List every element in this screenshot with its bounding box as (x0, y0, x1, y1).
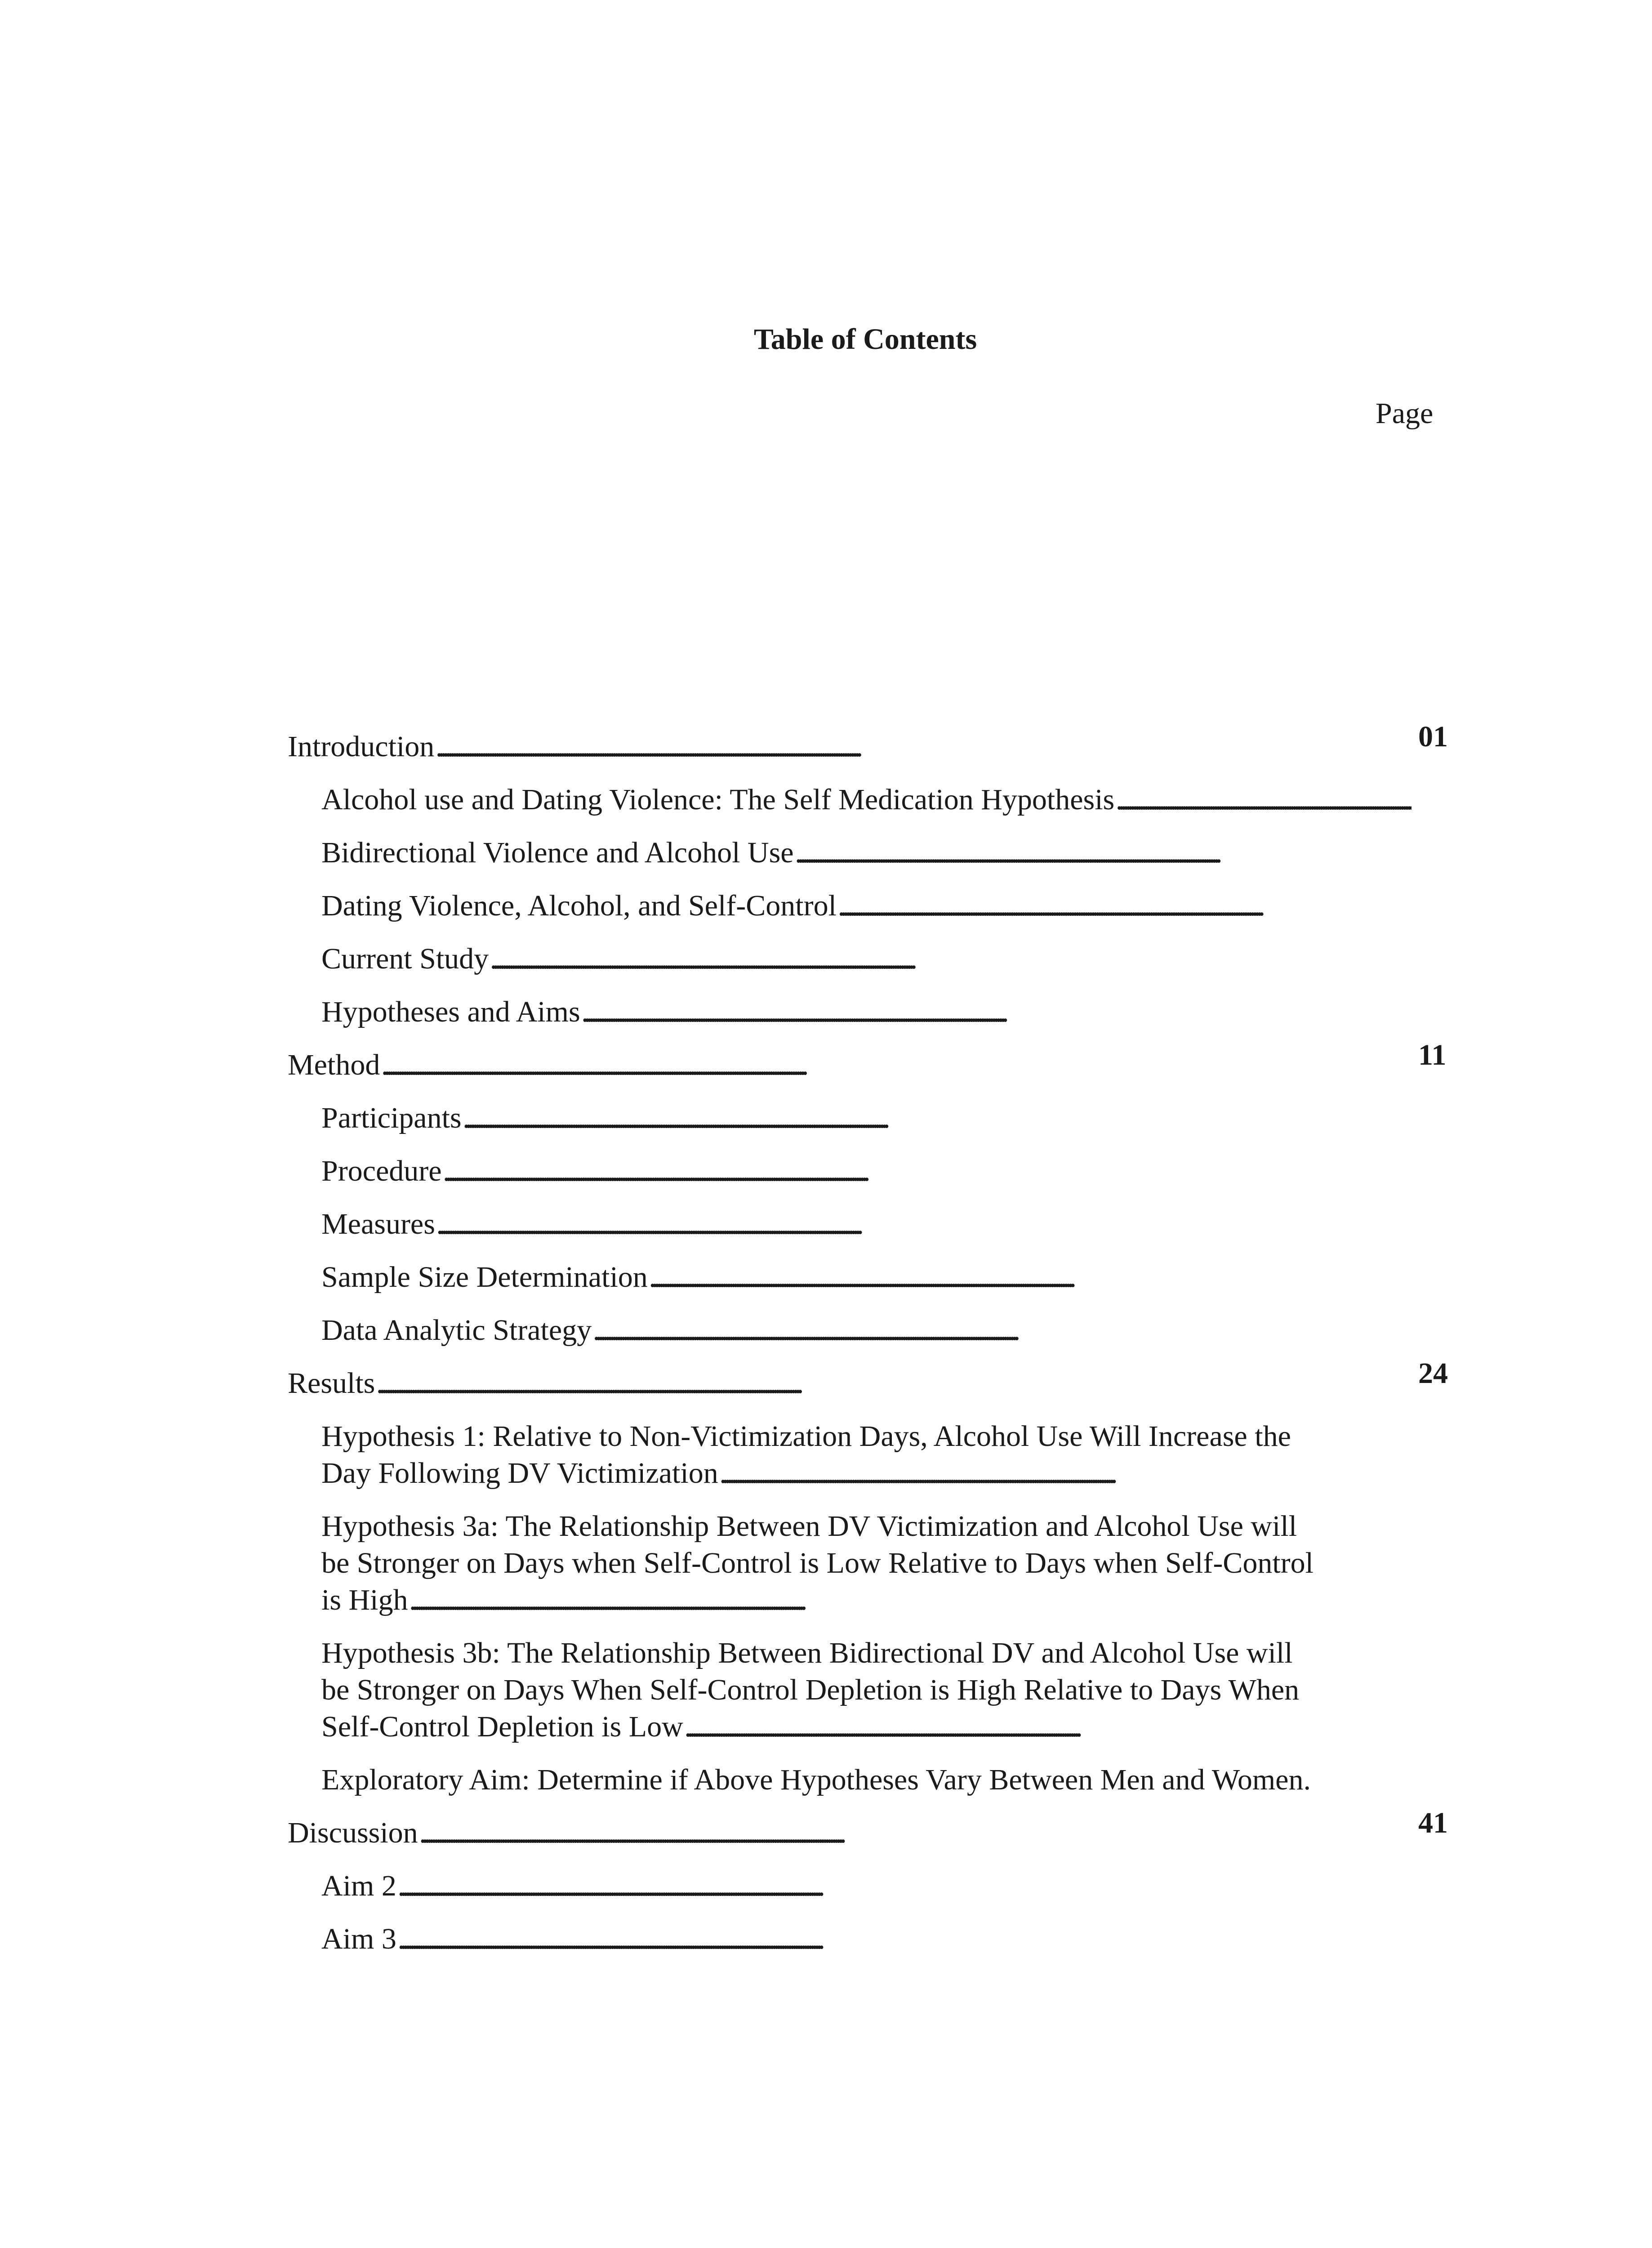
toc-entry-label: Procedure (321, 1155, 442, 1187)
toc-entry-label-line: Self-Control Depletion is Low . . . (321, 1708, 1418, 1745)
toc-entry-label-line: be Stronger on Days when Self-Control is Low Relative to Days when Self-Control (321, 1547, 1314, 1579)
toc-subsection-entry[interactable] (288, 1868, 1412, 1905)
toc-entry-label-line: be Stronger on Days When Self-Control Depletion is High Relative to Days When (321, 1673, 1300, 1706)
toc-subsection-entry[interactable] (288, 941, 1412, 977)
toc-subsection-entry[interactable] (288, 834, 1412, 871)
toc-subsection-entry[interactable] (288, 1762, 1412, 1798)
toc-entry-label: Exploratory Aim: Determine if Above Hypotheses Vary Between Men and Women. (321, 1763, 1311, 1796)
toc-entry-label: Dating Violence, Alcohol, and Self-Control (321, 889, 837, 922)
toc-entry-label (321, 1635, 1418, 1745)
toc-entry-label-line: Hypothesis 3b: The Relationship Between Bidirectional DV and Alcohol Use will (321, 1637, 1293, 1669)
toc-entry-label-line: Day Following DV Victimization . . . (321, 1455, 1418, 1492)
toc-page-number: 24 (1418, 1357, 1448, 1390)
toc-subsection-entry[interactable] (288, 1259, 1412, 1296)
toc-entry-label: Bidirectional Violence and Alcohol Use (321, 836, 794, 869)
toc-entry-label: Hypotheses and Aims (321, 995, 580, 1028)
toc-subsection-entry[interactable] (288, 994, 1412, 1030)
toc-page-number: 11 (1418, 1039, 1447, 1071)
toc-entry-label-line: Hypothesis 3a: The Relationship Between DV Victimization and Alcohol Use will (321, 1510, 1297, 1543)
toc-entry-label: Current Study (321, 942, 489, 975)
toc-section-entry[interactable] (288, 720, 1448, 765)
toc-entry-label: Sample Size Determination (321, 1261, 648, 1293)
toc-section-entry[interactable] (288, 1039, 1447, 1084)
toc-entry-label: Aim 2 (321, 1869, 396, 1902)
toc-entry-label (321, 1508, 1418, 1619)
toc-subsection-entry[interactable] (288, 781, 1412, 818)
toc-subsection-entry[interactable] (288, 1206, 1412, 1243)
toc-section-entry[interactable] (288, 1806, 1448, 1851)
toc-entry-label: Aim 3 (321, 1922, 396, 1955)
toc-entry-label: Participants (321, 1102, 462, 1134)
toc-entry-label-line: is High . . . (321, 1582, 1418, 1619)
toc-subsection-entry[interactable] (288, 1312, 1412, 1349)
toc-subsection-entry[interactable] (288, 1153, 1412, 1190)
toc-entry-label: Data Analytic Strategy (321, 1314, 592, 1347)
toc-entry-label: Method (288, 1048, 380, 1081)
toc-page-number: 01 (1418, 720, 1448, 753)
toc-entry-label: Discussion (288, 1816, 418, 1849)
toc-section-entry[interactable] (288, 1357, 1448, 1402)
toc-subsection-entry[interactable] (288, 1508, 1412, 1619)
toc-subsection-entry[interactable] (288, 1418, 1412, 1492)
toc-subsection-entry[interactable] (288, 1921, 1412, 1958)
toc-subsection-entry[interactable] (288, 1635, 1412, 1745)
table-of-contents (288, 720, 1448, 1974)
toc-page-number: 41 (1418, 1806, 1448, 1839)
toc-entry-label (321, 1418, 1418, 1492)
toc-entry-label-line: Hypothesis 1: Relative to Non-Victimization Days, Alcohol Use Will Increase the (321, 1420, 1291, 1453)
toc-entry-label: Measures (321, 1208, 435, 1240)
toc-entry-label: Introduction (288, 730, 435, 763)
page-column-header: Page (1376, 397, 1434, 430)
toc-entry-label: Alcohol use and Dating Violence: The Self Medication Hypothesis (321, 783, 1115, 816)
toc-subsection-entry[interactable] (288, 1100, 1412, 1137)
page-title: Table of Contents (753, 323, 977, 356)
toc-entry-label: Results (288, 1367, 375, 1400)
toc-subsection-entry[interactable] (288, 888, 1412, 924)
